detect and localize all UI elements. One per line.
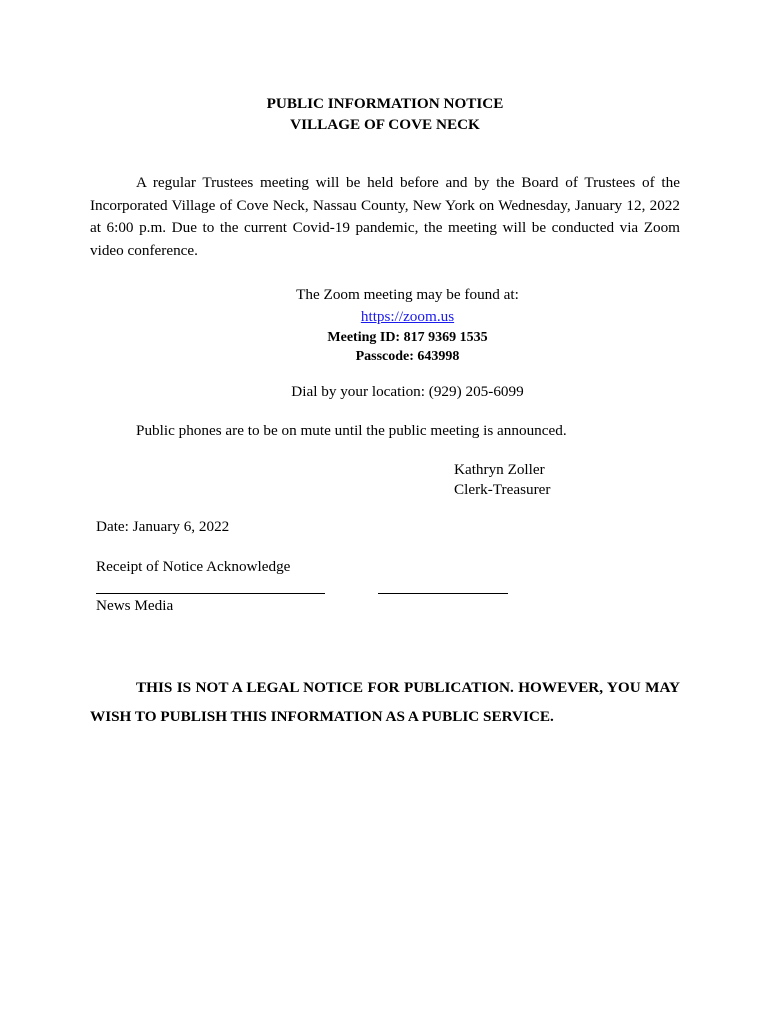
signatory-name: Kathryn Zoller <box>454 461 545 478</box>
zoom-intro-text: The Zoom meeting may be found at: <box>296 286 519 303</box>
passcode: Passcode: 643998 <box>355 349 460 364</box>
notice-date: Date: January 6, 2022 <box>96 518 230 535</box>
signatory-title: Clerk-Treasurer <box>454 481 551 498</box>
zoom-link[interactable]: https://zoom.us <box>360 308 455 325</box>
phones-mute-note: Public phones are to be on mute until the public meeting is announced. <box>136 422 567 439</box>
village-title: VILLAGE OF COVE NECK <box>290 116 480 133</box>
notice-title: PUBLIC INFORMATION NOTICE <box>266 95 504 112</box>
receipt-label: Receipt of Notice Acknowledge <box>96 558 291 575</box>
dial-in-number: Dial by your location: (929) 205-6099 <box>291 383 524 400</box>
meeting-paragraph: A regular Trustees meeting will be held before and by the Board of Trustees of the Incorporated Village of Cove Neck, Nassau County, New York on Wednesday, January 12, 2022 at 6:00 p.m. Due to the current Covid-19 pandemic, the meeting will be conducted via Zoom video conference. <box>90 174 680 259</box>
meeting-id: Meeting ID: 817 9369 1535 <box>327 330 488 345</box>
signature-blank-line <box>96 593 325 594</box>
date-blank-line <box>378 593 508 594</box>
publication-disclaimer: THIS IS NOT A LEGAL NOTICE FOR PUBLICATION. HOWEVER, YOU MAY WISH TO PUBLISH THIS INFORMATION AS A PUBLIC SERVICE. <box>90 679 680 725</box>
news-media-label: News Media <box>96 597 174 614</box>
